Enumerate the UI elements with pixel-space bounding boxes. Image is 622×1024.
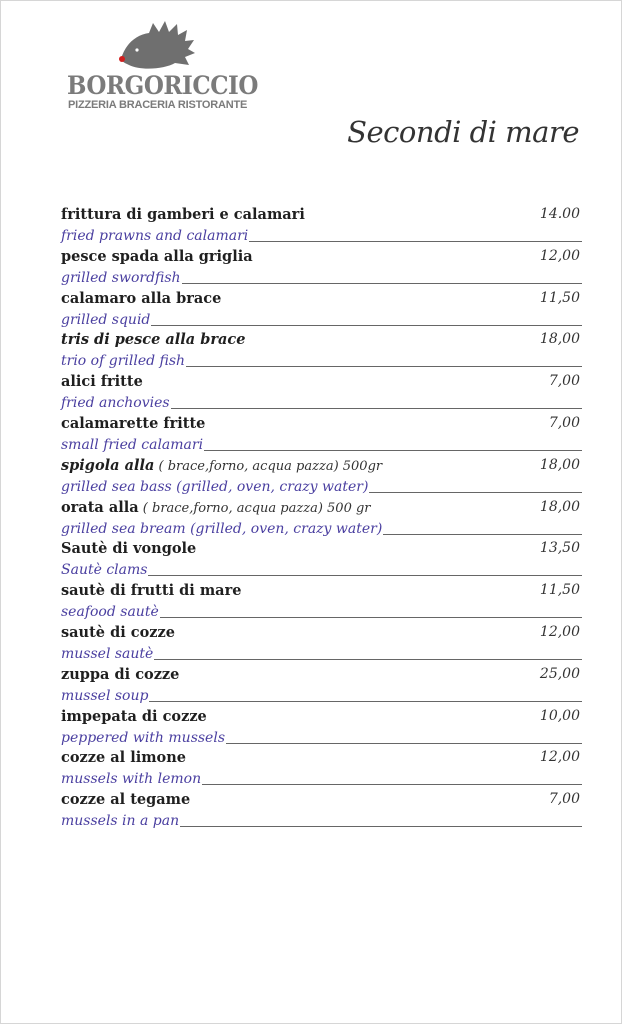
dish-price: 12,00 [539,623,580,640]
dish-translation: fried prawns and calamari [61,228,249,244]
dotted-leader-line [186,365,582,367]
dish-name-row [61,497,582,518]
dish-name: pesce spada alla griglia [61,247,253,265]
dish-translation: mussels in a pan [61,813,180,830]
menu-item [61,622,582,664]
menu-item [61,455,582,497]
dish-price: 18,00 [539,498,580,515]
dish-translation: seafood sautè [61,604,159,621]
dish-name-row [61,329,582,350]
dish-name-row [61,789,582,810]
logo [67,19,267,109]
dish-translation: mussel sautè [61,645,154,662]
dish-translation-row [61,309,582,329]
dish-translation: grilled swordfish [61,269,181,286]
dish-translation: grilled squid [61,311,151,328]
dish-price: 12,00 [539,749,580,766]
dish-price: 14.00 [539,206,580,222]
dish-name: sautè di cozze [61,623,175,641]
menu-item [61,246,582,288]
dish-note: ( brace,forno, acqua pazza) 500gr [154,458,383,474]
dish-translation: Sautè clams [61,562,148,579]
dish-name: spigola alla [61,456,155,474]
dish-price: 11,50 [539,289,580,306]
dish-name-row [61,455,582,476]
dish-translation-row [61,392,582,412]
dish-price: 11,50 [539,582,580,599]
dish-translation-row [61,434,582,454]
dotted-leader-line [383,533,582,535]
dish-translation-row [61,350,582,370]
dish-name: tris di pesce alla brace [61,331,246,349]
brand-name: BORGORICCIO [67,71,258,100]
dotted-leader-line [182,282,582,284]
dish-name: sautè di frutti di mare [61,582,242,600]
dish-name: orata alla [61,498,139,516]
menu-item [61,580,582,622]
dish-name: cozze al tegame [61,791,191,809]
menu-item [61,204,582,246]
dotted-leader-line [148,574,582,576]
dish-name-row [61,580,582,601]
dish-translation: fried anchovies [61,395,170,412]
menu-item [61,413,582,455]
brand-subtitle: PIZZERIA BRACERIA RISTORANTE [68,99,248,111]
menu-list [61,204,582,831]
dish-translation-row [61,727,582,747]
dotted-leader-line [160,616,582,618]
dish-translation-row [61,685,582,705]
dish-price: 13,50 [539,540,580,557]
dotted-leader-line [226,742,582,744]
menu-item [61,538,582,580]
menu-item [61,329,582,371]
dotted-leader-line [149,700,582,702]
hedgehog-icon [117,19,197,71]
dish-name-row [61,664,582,685]
dish-name-row [61,413,582,434]
dish-price: 18,00 [539,456,580,473]
dish-name: calamarette fritte [61,414,206,432]
dotted-leader-line [369,491,582,493]
dish-price: 12,00 [539,247,580,264]
dish-translation: trio of grilled fish [61,353,186,370]
dish-name: zuppa di cozze [61,665,180,683]
dotted-leader-line [249,240,582,242]
dish-translation-row [61,225,582,245]
dish-translation-row [61,267,582,287]
dish-name-row [61,622,582,643]
dish-translation-row [61,518,582,538]
dish-name-row [61,246,582,267]
dish-translation-row [61,768,582,788]
dish-price: 7,00 [548,373,580,390]
dish-translation: grilled sea bream (grilled, oven, crazy water) [61,520,383,537]
menu-item [61,664,582,706]
dish-name: Sautè di vongole [61,540,197,558]
dotted-leader-line [202,783,582,785]
dotted-leader-line [154,658,582,660]
dotted-leader-line [151,324,582,326]
dotted-leader-line [171,407,582,409]
dish-name: impepata di cozze [61,707,207,725]
dish-translation: mussel soup [61,687,149,704]
dish-translation-row [61,601,582,621]
dish-name: cozze al limone [61,749,186,767]
dish-name: alici fritte [61,373,143,391]
menu-item [61,371,582,413]
menu-item [61,497,582,539]
dotted-leader-line [180,825,582,827]
dish-note: ( brace,forno, acqua pazza) 500 gr [138,500,371,516]
dish-price: 18,00 [539,331,580,348]
dish-translation-row [61,810,582,830]
menu-item [61,706,582,748]
menu-item [61,288,582,330]
dish-name-row [61,747,582,768]
dish-translation-row [61,559,582,579]
dish-translation: mussels with lemon [61,771,202,788]
dish-name: calamaro alla brace [61,289,222,307]
dish-translation-row [61,476,582,496]
menu-item [61,747,582,789]
dish-name-row [61,288,582,309]
dish-price: 25,00 [539,665,580,682]
dish-name-row [61,371,582,392]
menu-item [61,789,582,831]
dish-price: 10,00 [539,707,580,724]
dish-translation: peppered with mussels [61,729,226,746]
dish-name-row [61,538,582,559]
dish-translation-row [61,643,582,663]
dish-translation: grilled sea bass (grilled, oven, crazy water) [61,478,369,495]
dish-translation: small fried calamari [61,436,204,453]
dish-price: 7,00 [548,414,580,431]
dish-name: frittura di gamberi e calamari [61,206,305,223]
dish-name-row [61,204,582,225]
dish-name-row [61,706,582,727]
dish-price: 7,00 [548,791,580,808]
page-title: Secondi di mare [347,115,579,149]
dotted-leader-line [204,449,582,451]
